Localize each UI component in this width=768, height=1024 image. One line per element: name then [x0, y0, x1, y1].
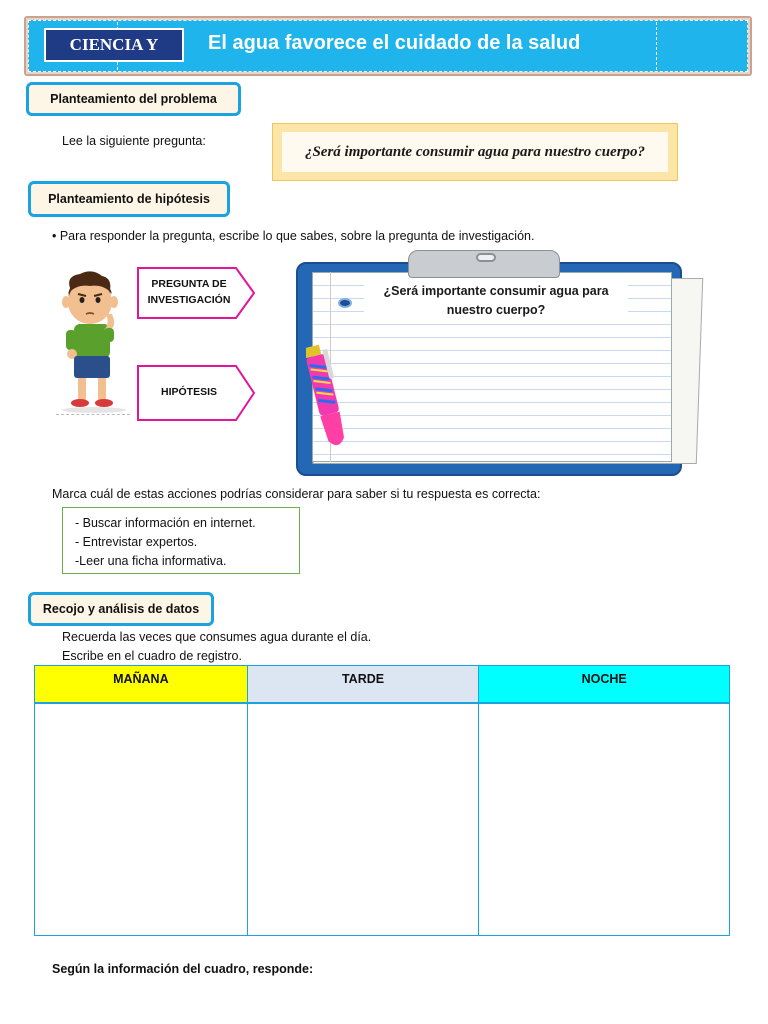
hypothesis-label: HIPÓTESIS — [160, 386, 217, 399]
column-header-afternoon: TARDE — [247, 666, 479, 703]
night-entry-cell[interactable] — [479, 703, 730, 936]
research-question-label-line1: PREGUNTA DE — [151, 278, 227, 291]
list-item: - Entrevistar expertos. — [75, 535, 198, 549]
actions-list — [62, 507, 300, 574]
data-collection-line2: Escribe en el cuadro de registro. — [62, 649, 242, 663]
morning-entry-cell[interactable] — [35, 703, 248, 936]
pen-illustration — [306, 340, 350, 456]
section-label-hypothesis: Planteamiento de hipótesis — [28, 181, 230, 217]
actions-prompt: Marca cuál de estas acciones podrías considerar para saber si tu respuesta es correcta: — [52, 487, 541, 501]
list-item: - Buscar información en internet. — [75, 516, 256, 530]
paper-hole — [338, 298, 352, 308]
data-collection-line1: Recuerda las veces que consumes agua durante el día. — [62, 630, 372, 644]
clipboard-question-line1: ¿Será importante consumir agua para — [383, 284, 609, 298]
dashed-line — [56, 414, 130, 415]
header-divider — [656, 22, 657, 70]
clipboard-question — [364, 282, 628, 320]
clip-hole — [476, 253, 496, 262]
afternoon-entry-cell[interactable] — [247, 703, 479, 936]
section-label-problem: Planteamiento del problema — [26, 82, 241, 116]
respond-prompt: Según la información del cuadro, responde: — [52, 962, 314, 976]
column-header-night: NOCHE — [479, 666, 730, 703]
thinking-boy-illustration — [52, 270, 132, 416]
list-item: -Leer una ficha informativa. — [75, 554, 227, 568]
question-text: ¿Será importante consumir agua para nuestro cuerpo? — [282, 132, 668, 172]
read-question-prompt: Lee la siguiente pregunta: — [62, 134, 206, 148]
research-question-label-line2: INVESTIGACIÓN — [147, 294, 231, 306]
page-title: El agua favorece el cuidado de la salud — [208, 32, 581, 54]
hypothesis-instruction: • Para responder la pregunta, escribe lo que sabes, sobre la pregunta de investigación. — [52, 229, 535, 243]
column-header-morning: MAÑANA — [35, 666, 248, 703]
section-label-data-collection: Recojo y análisis de datos — [28, 592, 214, 626]
clipboard-question-line2: nuestro cuerpo? — [446, 302, 546, 317]
subject-badge: CIENCIA Y — [44, 28, 184, 62]
research-question-label — [138, 268, 240, 318]
record-table — [34, 665, 730, 936]
